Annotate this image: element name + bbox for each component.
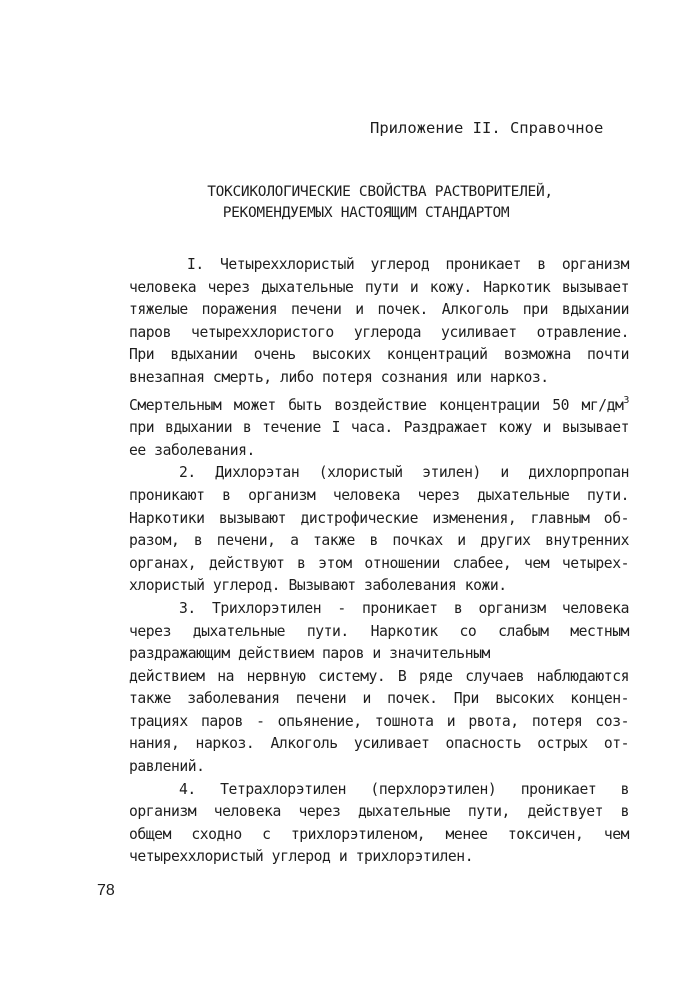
text-line: тяжелые поражения печени и почек. Алкоголь при вдыхании [129, 301, 629, 319]
text-fragment: Смертельным может быть воздействие концентрации 50 мг/дм [129, 396, 624, 414]
text-line: через дыхательные пути. Наркотик со слабым местным [129, 622, 629, 640]
text-line: внезапная смерть, либо потеря сознания или наркоз. [129, 368, 549, 386]
text-line: ее заболевания. [129, 441, 255, 459]
text-line: 2. Дихлорэтан (хлористый этилен) и дихлорпропан [179, 464, 629, 482]
appendix-label: Приложение II. Справочное [370, 119, 604, 137]
text-line: раздражающим действием паров и значительным [129, 645, 490, 663]
text-line: разом, в печени, а также в почках и других внутренних [129, 532, 629, 550]
text-line: человека через дыхательные пути и кожу. Наркотик вызывает [129, 278, 629, 296]
text-line: паров четыреххлористого углерода усиливает отравление. [129, 323, 629, 341]
document-title-line-2: РЕКОМЕНДУЕМЫХ НАСТОЯЩИМ СТАНДАРТОМ [222, 205, 510, 221]
text-line: четыреххлористый углерод и трихлорэтилен. [129, 848, 474, 866]
text-line: проникают в организм человека через дыхательные пути. [129, 486, 629, 504]
text-line: 4. Тетрахлорэтилен (перхлорэтилен) проникает в [179, 780, 629, 798]
text-line: также заболевания печени и почек. При высоких концен- [129, 690, 629, 708]
superscript: 3 [623, 394, 629, 406]
document-title-line-1: ТОКСИКОЛОГИЧЕСКИЕ СВОЙСТВА РАСТВОРИТЕЛЕЙ, [207, 184, 553, 200]
paragraph-3 [129, 598, 629, 779]
text-line: хлористый углерод. Вызывают заболевания кожи. [129, 577, 507, 595]
text-line: равлений. [129, 758, 205, 776]
text-line-with-superscript [129, 390, 629, 418]
text-line: трациях паров - опьянение, тошнота и рвота, потеря соз- [129, 712, 629, 730]
text-line: организм человека через дыхательные пути, действует в [129, 803, 629, 821]
text-line: общем сходно с трихлорэтиленом, менее токсичен, чем [129, 825, 629, 843]
paragraph-1 [129, 254, 629, 462]
text-line: При вдыхании очень высоких концентраций возможна почти [129, 346, 629, 364]
text-line: Наркотики вызывают дистрофические изменения, главным об- [129, 509, 629, 527]
text-line: при вдыхании в течение I часа. Раздражает кожу и вызывает [129, 419, 629, 437]
text-line: нания, наркоз. Алкоголь усиливает опасность острых от- [129, 735, 629, 753]
document-body [129, 254, 629, 869]
paragraph-2 [129, 462, 629, 598]
paragraph-4 [129, 779, 629, 869]
page-number: 78 [97, 882, 115, 899]
text-line: действием на нервную систему. В ряде случаев наблюдаются [129, 667, 629, 685]
text-line: 3. Трихлорэтилен - проникает в организм человека [179, 599, 629, 617]
text-line: органах, действуют в этом отношении слабее, чем четырех- [129, 554, 629, 572]
text-line: I. Четыреххлористый углерод проникает в организм [187, 256, 629, 273]
